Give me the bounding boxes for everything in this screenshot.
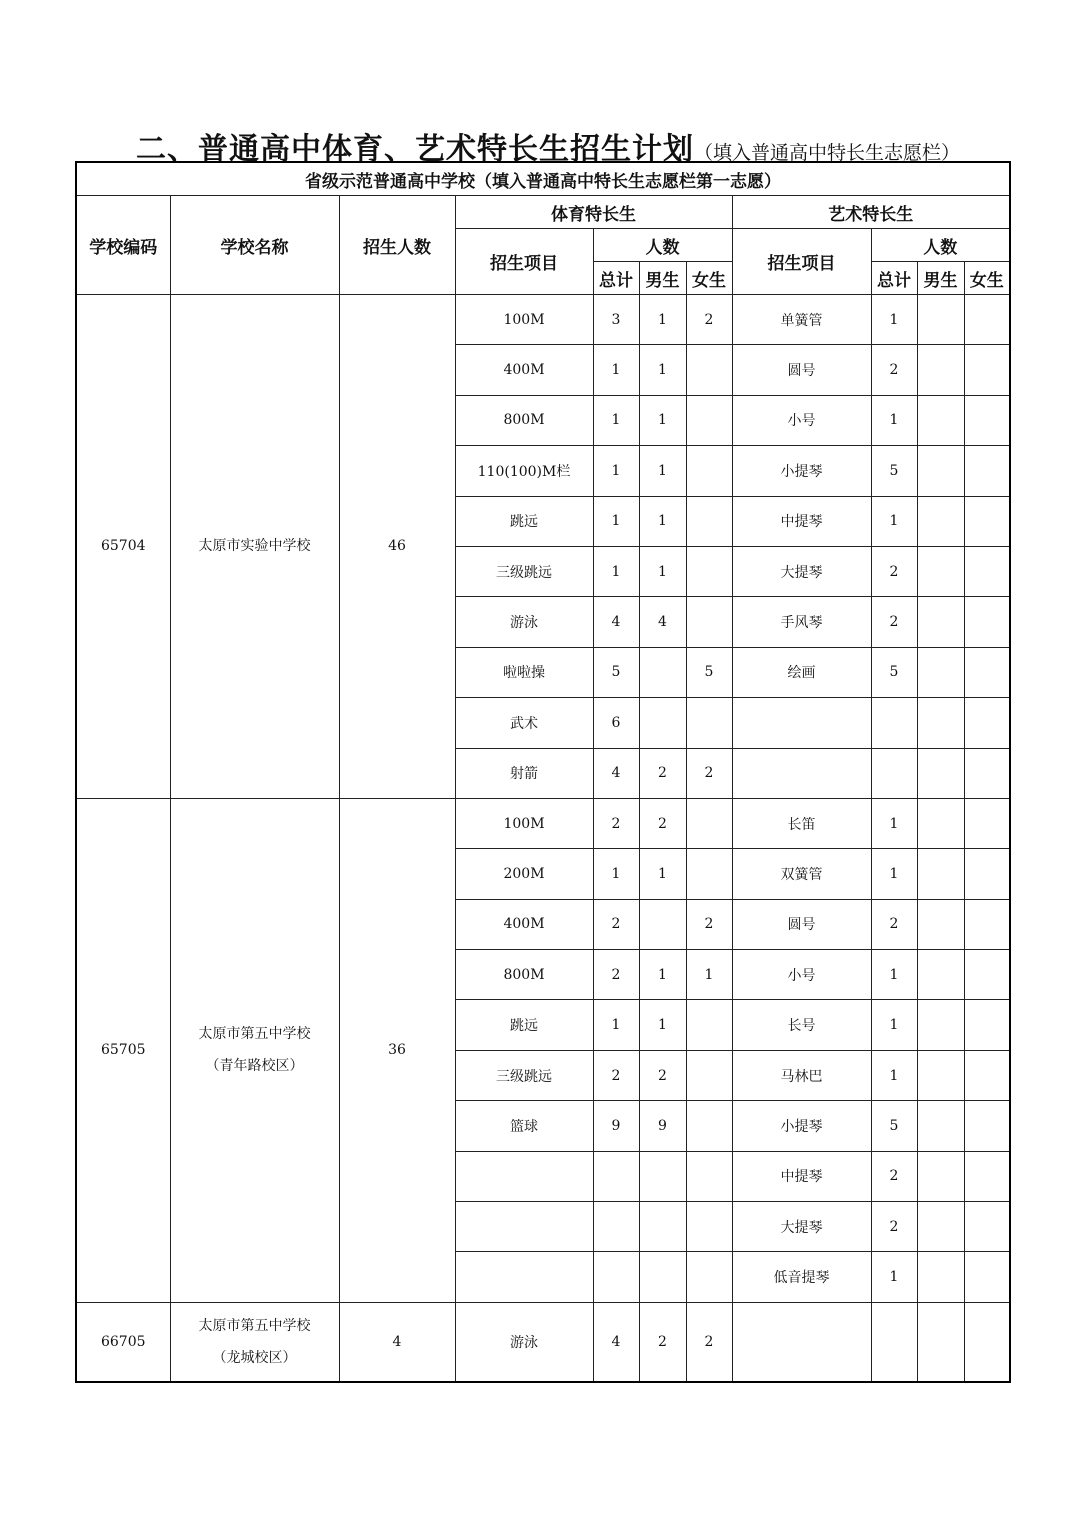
- sports-total-cell: 1: [593, 496, 639, 546]
- sports-total-cell: 5: [593, 647, 639, 697]
- arts-item-cell: 中提琴: [732, 1151, 871, 1201]
- sports-total-cell: 1: [593, 1000, 639, 1050]
- school-name-line1: 太原市第五中学校: [198, 1026, 311, 1043]
- sports-total-cell: 2: [593, 1050, 639, 1100]
- sports-total-cell: [593, 1252, 639, 1302]
- table-row: [76, 1302, 1010, 1382]
- sports-female-cell: [686, 698, 732, 748]
- sports-total-cell: 2: [593, 899, 639, 949]
- sports-female-cell: [686, 798, 732, 848]
- arts-total-cell: 2: [871, 597, 917, 647]
- arts-male-cell: [917, 899, 964, 949]
- arts-male-cell: [917, 295, 964, 345]
- sports-female-cell: 1: [686, 950, 732, 1000]
- arts-total-cell: 1: [871, 798, 917, 848]
- sports-item-cell: 跳远: [455, 496, 593, 546]
- arts-female-cell: [964, 1000, 1010, 1050]
- sports-item-cell: 400M: [455, 345, 593, 395]
- sports-female-cell: [686, 1101, 732, 1151]
- school-name-line1: 太原市实验中学校: [198, 538, 311, 555]
- header-sports-total: 总计: [593, 262, 639, 295]
- enroll-count-cell: 46: [339, 295, 455, 799]
- arts-total-cell: 1: [871, 1000, 917, 1050]
- arts-item-cell: 长号: [732, 1000, 871, 1050]
- sports-female-cell: [686, 1050, 732, 1100]
- sports-item-cell: 篮球: [455, 1101, 593, 1151]
- arts-female-cell: [964, 546, 1010, 596]
- sports-total-cell: [593, 1151, 639, 1201]
- arts-female-cell: [964, 1151, 1010, 1201]
- header-arts-female: 女生: [964, 262, 1010, 295]
- arts-item-cell: [732, 748, 871, 798]
- sports-male-cell: 1: [639, 1000, 686, 1050]
- arts-female-cell: [964, 698, 1010, 748]
- arts-male-cell: [917, 496, 964, 546]
- arts-item-cell: 圆号: [732, 345, 871, 395]
- sports-female-cell: 2: [686, 899, 732, 949]
- school-code-cell: 65705: [76, 798, 170, 1302]
- sports-item-cell: 100M: [455, 295, 593, 345]
- arts-total-cell: 1: [871, 950, 917, 1000]
- arts-male-cell: [917, 1151, 964, 1201]
- arts-male-cell: [917, 698, 964, 748]
- arts-item-cell: 小号: [732, 395, 871, 445]
- arts-female-cell: [964, 950, 1010, 1000]
- arts-item-cell: 绘画: [732, 647, 871, 697]
- arts-total-cell: 1: [871, 1050, 917, 1100]
- sports-male-cell: 1: [639, 496, 686, 546]
- sports-item-cell: 啦啦操: [455, 647, 593, 697]
- arts-male-cell: [917, 1302, 964, 1382]
- sports-male-cell: 2: [639, 1302, 686, 1382]
- header-name: 学校名称: [170, 196, 339, 295]
- school-name-line1: 太原市第五中学校: [198, 1317, 311, 1334]
- arts-total-cell: 1: [871, 395, 917, 445]
- header-sports: 体育特长生: [455, 196, 732, 229]
- sports-female-cell: [686, 597, 732, 647]
- sports-item-cell: 游泳: [455, 597, 593, 647]
- sports-female-cell: [686, 1252, 732, 1302]
- arts-item-cell: 手风琴: [732, 597, 871, 647]
- sports-total-cell: 6: [593, 698, 639, 748]
- arts-total-cell: [871, 698, 917, 748]
- sports-male-cell: 1: [639, 345, 686, 395]
- sports-total-cell: [593, 1202, 639, 1252]
- arts-item-cell: [732, 1302, 871, 1382]
- arts-male-cell: [917, 1050, 964, 1100]
- school-name-cell: [170, 798, 339, 1302]
- sports-male-cell: 1: [639, 395, 686, 445]
- header-sports-female: 女生: [686, 262, 732, 295]
- arts-total-cell: 2: [871, 1151, 917, 1201]
- sports-female-cell: [686, 1000, 732, 1050]
- header-code: 学校编码: [76, 196, 170, 295]
- sports-item-cell: 跳远: [455, 1000, 593, 1050]
- arts-total-cell: 2: [871, 1202, 917, 1252]
- sports-total-cell: 2: [593, 798, 639, 848]
- arts-female-cell: [964, 1302, 1010, 1382]
- arts-male-cell: [917, 395, 964, 445]
- arts-male-cell: [917, 1000, 964, 1050]
- sports-item-cell: 武术: [455, 698, 593, 748]
- sports-female-cell: [686, 345, 732, 395]
- arts-male-cell: [917, 748, 964, 798]
- arts-total-cell: 5: [871, 647, 917, 697]
- sports-male-cell: 1: [639, 950, 686, 1000]
- sports-female-cell: [686, 446, 732, 496]
- arts-item-cell: 大提琴: [732, 546, 871, 596]
- sports-item-cell: 800M: [455, 950, 593, 1000]
- sports-item-cell: 三级跳远: [455, 546, 593, 596]
- sports-female-cell: 2: [686, 295, 732, 345]
- table-body: [76, 295, 1010, 1382]
- school-name-cell: [170, 1302, 339, 1382]
- sports-male-cell: 1: [639, 546, 686, 596]
- arts-total-cell: 1: [871, 295, 917, 345]
- sports-item-cell: 400M: [455, 899, 593, 949]
- sports-male-cell: 2: [639, 798, 686, 848]
- sports-female-cell: 2: [686, 748, 732, 798]
- arts-female-cell: [964, 798, 1010, 848]
- arts-female-cell: [964, 295, 1010, 345]
- sports-male-cell: 1: [639, 446, 686, 496]
- arts-male-cell: [917, 1101, 964, 1151]
- arts-total-cell: 2: [871, 345, 917, 395]
- sports-male-cell: [639, 647, 686, 697]
- enroll-count-cell: 4: [339, 1302, 455, 1382]
- header-arts-people: 人数: [871, 229, 1010, 262]
- arts-male-cell: [917, 546, 964, 596]
- sports-male-cell: 2: [639, 1050, 686, 1100]
- sports-female-cell: [686, 849, 732, 899]
- arts-item-cell: 马林巴: [732, 1050, 871, 1100]
- arts-total-cell: 2: [871, 546, 917, 596]
- sports-female-cell: [686, 395, 732, 445]
- sports-item-cell: [455, 1151, 593, 1201]
- sports-item-cell: [455, 1252, 593, 1302]
- enrollment-table: [75, 161, 1011, 1383]
- sports-male-cell: [639, 698, 686, 748]
- header-sports-male: 男生: [639, 262, 686, 295]
- arts-item-cell: 小提琴: [732, 446, 871, 496]
- sports-female-cell: 5: [686, 647, 732, 697]
- arts-total-cell: 1: [871, 849, 917, 899]
- arts-male-cell: [917, 849, 964, 899]
- sports-total-cell: 4: [593, 748, 639, 798]
- arts-total-cell: [871, 748, 917, 798]
- sports-total-cell: 1: [593, 849, 639, 899]
- arts-item-cell: 单簧管: [732, 295, 871, 345]
- sports-total-cell: 3: [593, 295, 639, 345]
- sports-total-cell: 1: [593, 446, 639, 496]
- sports-item-cell: 射箭: [455, 748, 593, 798]
- sports-item-cell: [455, 1202, 593, 1252]
- sports-male-cell: 1: [639, 849, 686, 899]
- arts-total-cell: 5: [871, 446, 917, 496]
- arts-item-cell: [732, 698, 871, 748]
- sports-male-cell: [639, 899, 686, 949]
- sports-total-cell: 4: [593, 597, 639, 647]
- sports-male-cell: [639, 1252, 686, 1302]
- enroll-count-cell: 36: [339, 798, 455, 1302]
- arts-female-cell: [964, 1050, 1010, 1100]
- arts-male-cell: [917, 446, 964, 496]
- arts-female-cell: [964, 597, 1010, 647]
- arts-total-cell: 1: [871, 496, 917, 546]
- school-name-line2: （龙城校区）: [212, 1349, 297, 1366]
- sports-male-cell: 4: [639, 597, 686, 647]
- sports-item-cell: 游泳: [455, 1302, 593, 1382]
- arts-female-cell: [964, 345, 1010, 395]
- sports-total-cell: 4: [593, 1302, 639, 1382]
- arts-female-cell: [964, 647, 1010, 697]
- table-row: [76, 295, 1010, 345]
- sports-item-cell: 100M: [455, 798, 593, 848]
- header-sports-item: 招生项目: [455, 229, 593, 295]
- sports-male-cell: 9: [639, 1101, 686, 1151]
- arts-female-cell: [964, 1202, 1010, 1252]
- header-arts-total: 总计: [871, 262, 917, 295]
- sports-total-cell: 1: [593, 546, 639, 596]
- arts-female-cell: [964, 496, 1010, 546]
- sports-total-cell: 1: [593, 345, 639, 395]
- arts-female-cell: [964, 1252, 1010, 1302]
- school-name-line2: （青年路校区）: [205, 1058, 304, 1075]
- sports-female-cell: [686, 1151, 732, 1201]
- sports-male-cell: 1: [639, 295, 686, 345]
- arts-item-cell: 双簧管: [732, 849, 871, 899]
- arts-female-cell: [964, 446, 1010, 496]
- header-count: 招生人数: [339, 196, 455, 295]
- arts-item-cell: 长笛: [732, 798, 871, 848]
- sports-item-cell: 200M: [455, 849, 593, 899]
- arts-male-cell: [917, 798, 964, 848]
- sports-total-cell: 9: [593, 1101, 639, 1151]
- arts-male-cell: [917, 1252, 964, 1302]
- arts-item-cell: 中提琴: [732, 496, 871, 546]
- school-name-cell: [170, 295, 339, 799]
- sports-female-cell: [686, 1202, 732, 1252]
- arts-item-cell: 小提琴: [732, 1101, 871, 1151]
- sports-total-cell: 2: [593, 950, 639, 1000]
- sports-item-cell: 110(100)M栏: [455, 446, 593, 496]
- sports-total-cell: 1: [593, 395, 639, 445]
- sports-female-cell: [686, 496, 732, 546]
- arts-item-cell: 低音提琴: [732, 1252, 871, 1302]
- table-row: [76, 798, 1010, 848]
- school-code-cell: 66705: [76, 1302, 170, 1382]
- header-arts: 艺术特长生: [732, 196, 1010, 229]
- header-arts-item: 招生项目: [732, 229, 871, 295]
- sports-female-cell: 2: [686, 1302, 732, 1382]
- arts-male-cell: [917, 950, 964, 1000]
- arts-female-cell: [964, 849, 1010, 899]
- header-arts-male: 男生: [917, 262, 964, 295]
- sports-female-cell: [686, 546, 732, 596]
- arts-item-cell: 小号: [732, 950, 871, 1000]
- arts-total-cell: 1: [871, 1252, 917, 1302]
- title-main: 二、普通高中体育、艺术特长生招生计划: [136, 132, 694, 167]
- arts-item-cell: 大提琴: [732, 1202, 871, 1252]
- arts-total-cell: [871, 1302, 917, 1382]
- arts-male-cell: [917, 1202, 964, 1252]
- arts-male-cell: [917, 647, 964, 697]
- table-caption: 省级示范普通高中学校（填入普通高中特长生志愿栏第一志愿）: [76, 162, 1010, 196]
- school-code-cell: 65704: [76, 295, 170, 799]
- header-sports-people: 人数: [593, 229, 732, 262]
- arts-female-cell: [964, 1101, 1010, 1151]
- arts-total-cell: 2: [871, 899, 917, 949]
- arts-female-cell: [964, 748, 1010, 798]
- sports-item-cell: 三级跳远: [455, 1050, 593, 1100]
- title-sub: （填入普通高中特长生志愿栏）: [694, 142, 961, 164]
- arts-male-cell: [917, 597, 964, 647]
- arts-total-cell: 5: [871, 1101, 917, 1151]
- sports-male-cell: [639, 1151, 686, 1201]
- arts-item-cell: 圆号: [732, 899, 871, 949]
- sports-male-cell: 2: [639, 748, 686, 798]
- arts-female-cell: [964, 899, 1010, 949]
- sports-male-cell: [639, 1202, 686, 1252]
- arts-male-cell: [917, 345, 964, 395]
- arts-female-cell: [964, 395, 1010, 445]
- sports-item-cell: 800M: [455, 395, 593, 445]
